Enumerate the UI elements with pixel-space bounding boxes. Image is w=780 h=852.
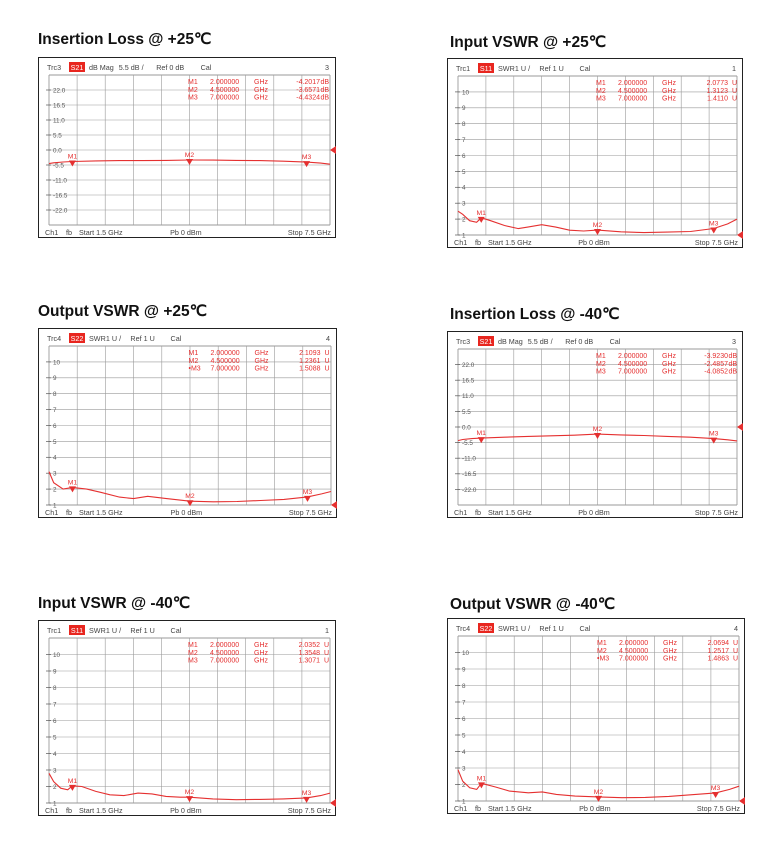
y-tick-label: 16.5: [53, 102, 66, 110]
marker-readout-frequency: 7.000000: [210, 657, 240, 665]
plot-input-vswr-40: [38, 620, 336, 816]
marker-triangle: [710, 227, 717, 233]
footer-channel: Ch1: [454, 804, 468, 813]
plot-output-vswr-40: [447, 618, 745, 814]
header-param: S21: [479, 337, 493, 346]
footer-start: Start 1.5 GHz: [79, 508, 123, 517]
header-scale: 5.5 dB /: [118, 63, 144, 72]
marker-readout-value: 2.0694: [707, 640, 729, 647]
y-tick-label: -22.0: [53, 207, 68, 215]
y-tick-label: 1: [53, 800, 57, 808]
marker-readout-frequency: 7.000000: [618, 95, 648, 103]
y-tick-label: 9: [53, 668, 57, 676]
header-format: SWR: [498, 64, 515, 73]
marker-readout-frequency-unit: GHz: [254, 350, 269, 357]
header-trace: Trc1: [47, 626, 62, 635]
header-scale: 1 U /: [514, 64, 531, 73]
marker-readout-value: 1.3071: [298, 657, 320, 665]
header-cal: Cal: [170, 626, 182, 635]
y-tick-label: 2: [462, 781, 466, 789]
y-tick-label: 6: [53, 717, 57, 725]
y-tick-label: 4: [462, 748, 466, 756]
panel-title-output-vswr-25: Output VSWR @ +25℃: [38, 303, 208, 320]
header-trace: Trc4: [456, 624, 471, 633]
marker-readout-value-unit: U: [323, 657, 329, 665]
header-ref: Ref 0 dB: [156, 63, 185, 72]
marker-readout-value-unit: U: [324, 365, 330, 373]
marker-readout-value: -2.4857: [704, 360, 728, 368]
marker-readout-frequency-unit: GHz: [662, 87, 676, 95]
marker-label: M2: [592, 426, 603, 434]
y-tick-label: 3: [462, 765, 466, 773]
y-tick-label: 22.0: [53, 87, 66, 95]
marker-readout-frequency-unit: GHz: [663, 640, 677, 647]
marker-label: M2: [184, 789, 195, 797]
header-ref: Ref 1 U: [130, 334, 155, 343]
y-tick-label: 3: [462, 200, 466, 208]
marker-readout-value: 2.0773: [706, 80, 728, 87]
marker-readout-name: M2: [188, 649, 198, 657]
marker-readout-value-unit: U: [323, 642, 329, 649]
marker-readout-value: 1.4863: [707, 655, 729, 663]
marker-readout-frequency: 7.000000: [618, 368, 648, 376]
header-channel-number: 3: [325, 63, 329, 72]
marker-readout-name: M2: [596, 87, 606, 95]
marker-readout-name: M3: [188, 94, 198, 102]
footer-fb: fb: [475, 238, 481, 247]
marker-readout-frequency: 4.500000: [618, 360, 648, 368]
y-tick-label: 11.0: [462, 393, 474, 401]
header-param: S22: [70, 334, 84, 343]
marker-readout-frequency-unit: GHz: [254, 365, 269, 373]
marker-readout-name: M2: [597, 647, 607, 655]
y-tick-label: 3: [53, 470, 57, 478]
y-tick-label: 10: [462, 649, 470, 657]
marker-triangle: [186, 159, 193, 165]
marker-label: M1: [67, 153, 78, 161]
marker-label: M3: [709, 430, 719, 438]
header-scale: 1 U /: [105, 334, 122, 343]
y-tick-label: 5: [53, 438, 57, 446]
y-tick-label: 4: [53, 750, 57, 758]
y-tick-label: 5: [53, 734, 57, 742]
marker-readout-value-unit: U: [732, 647, 738, 655]
header-scale: 1 U /: [514, 624, 531, 633]
y-tick-label: 2: [53, 783, 57, 791]
header-cal: Cal: [579, 64, 591, 73]
marker-readout-value: 2.0352: [298, 642, 320, 649]
marker-triangle: [304, 496, 311, 502]
marker-readout-frequency-unit: GHz: [663, 655, 677, 663]
footer-channel: Ch1: [454, 238, 468, 247]
marker-triangle: [594, 229, 601, 235]
y-tick-label: 0.0: [462, 424, 471, 432]
footer-power: Pb 0 dBm: [578, 238, 610, 247]
header-ref: Ref 0 dB: [565, 337, 594, 346]
y-tick-label: 0.0: [53, 147, 62, 155]
footer-start: Start 1.5 GHz: [488, 804, 532, 813]
header-param: S21: [70, 63, 84, 72]
footer-power: Pb 0 dBm: [170, 508, 203, 517]
footer-channel: Ch1: [45, 806, 59, 815]
marker-readout-frequency-unit: GHz: [662, 95, 676, 103]
reference-level-arrow: [737, 423, 743, 431]
header-format: SWR: [89, 334, 106, 343]
header-ref: Ref 1 U: [539, 64, 564, 73]
marker-readout-value-unit: dB: [728, 353, 737, 360]
footer-start: Start 1.5 GHz: [79, 806, 123, 815]
marker-label: M3: [709, 220, 719, 228]
marker-triangle: [69, 160, 76, 166]
marker-readout-value-unit: U: [731, 95, 737, 103]
marker-label: M1: [67, 777, 78, 785]
marker-readout-value: -4.0852: [704, 368, 728, 376]
footer-power: Pb 0 dBm: [170, 228, 202, 237]
marker-readout-frequency: 2.000000: [618, 353, 648, 360]
marker-readout-value-unit: U: [732, 655, 738, 663]
marker-readout-frequency: 4.500000: [210, 357, 240, 365]
header-cal: Cal: [200, 63, 212, 72]
marker-readout-frequency: 4.500000: [210, 649, 240, 657]
marker-readout-value: -3.6571: [296, 86, 320, 94]
header-cal: Cal: [579, 624, 591, 633]
marker-triangle: [712, 792, 719, 798]
marker-readout-name: M1: [188, 350, 199, 357]
y-tick-label: 10: [53, 651, 61, 659]
y-tick-label: 8: [462, 121, 466, 129]
marker-readout-name: M1: [596, 353, 606, 360]
marker-readout-value: 1.2517: [707, 647, 729, 655]
footer-start: Start 1.5 GHz: [488, 508, 532, 517]
y-tick-label: 9: [462, 666, 466, 674]
marker-readout-name: M3: [188, 657, 198, 665]
y-tick-label: 5.5: [53, 132, 62, 140]
marker-readout-value: 1.3123: [706, 87, 728, 95]
header-channel-number: 4: [326, 334, 330, 343]
header-channel-number: 4: [734, 624, 738, 633]
marker-readout-name: •M3: [188, 365, 201, 373]
marker-readout-name: M3: [596, 95, 606, 103]
y-tick-label: 1: [53, 502, 57, 510]
header-param: S11: [479, 64, 493, 73]
marker-readout-frequency: 2.000000: [210, 79, 240, 86]
marker-readout-value-unit: U: [731, 80, 737, 87]
marker-readout-frequency: 7.000000: [210, 365, 240, 373]
y-tick-label: 9: [53, 375, 57, 383]
header-trace: Trc4: [47, 334, 62, 343]
y-tick-label: -22.0: [462, 486, 477, 494]
chart-input-vswr-25: [448, 59, 744, 249]
y-tick-label: 7: [462, 137, 466, 144]
y-tick-label: 3: [53, 767, 57, 775]
header-param: S11: [70, 626, 84, 635]
marker-triangle: [186, 796, 193, 802]
marker-readout-name: M1: [188, 79, 198, 86]
header-ref: Ref 1 U: [539, 624, 564, 633]
y-tick-label: 7: [462, 699, 466, 707]
marker-label: M3: [710, 784, 721, 792]
y-tick-label: 6: [462, 715, 466, 723]
marker-readout-value-unit: U: [323, 649, 329, 657]
y-tick-label: 16.5: [462, 377, 475, 385]
marker-readout-frequency-unit: GHz: [254, 657, 268, 665]
marker-label: M1: [67, 479, 78, 487]
y-tick-label: 8: [53, 684, 57, 692]
header-trace: Trc1: [456, 64, 471, 73]
marker-readout-value-unit: U: [731, 87, 737, 95]
header-scale: 1 U /: [105, 626, 122, 635]
header-ref: Ref 1 U: [130, 626, 155, 635]
y-tick-label: 2: [462, 216, 466, 224]
marker-readout-frequency-unit: GHz: [662, 353, 676, 360]
marker-readout-value-unit: dB: [728, 360, 737, 368]
marker-readout-value-unit: U: [324, 357, 330, 365]
panel-title-output-vswr-40: Output VSWR @ -40℃: [450, 596, 616, 613]
y-tick-label: 8: [462, 682, 466, 690]
marker-readout-frequency-unit: GHz: [254, 79, 268, 86]
y-tick-label: -16.5: [53, 192, 68, 200]
marker-readout-frequency: 2.000000: [619, 640, 649, 647]
marker-label: M1: [476, 209, 486, 217]
marker-readout-name: M1: [188, 642, 198, 649]
marker-readout-name: M3: [596, 368, 606, 376]
y-tick-label: -16.5: [462, 471, 477, 479]
marker-readout-frequency: 2.000000: [210, 350, 240, 357]
header-format: SWR: [89, 626, 106, 635]
y-tick-label: 4: [53, 454, 57, 462]
y-tick-label: -5.5: [53, 162, 64, 170]
header-trace: Trc3: [47, 63, 62, 72]
footer-power: Pb 0 dBm: [170, 806, 202, 815]
header-channel-number: 1: [325, 626, 329, 635]
footer-fb: fb: [66, 508, 72, 517]
marker-label: M2: [185, 493, 195, 501]
header-format: dB Mag: [89, 63, 114, 72]
y-tick-label: 6: [53, 422, 57, 430]
marker-readout-name: M1: [596, 80, 606, 87]
header-param: S22: [479, 624, 493, 633]
footer-fb: fb: [475, 508, 481, 517]
footer-fb: fb: [475, 804, 481, 813]
footer-stop: Stop 7.5 GHz: [287, 806, 331, 815]
marker-readout-frequency: 4.500000: [210, 86, 240, 94]
marker-triangle: [478, 437, 485, 443]
marker-triangle: [303, 797, 310, 803]
marker-readout-frequency: 2.000000: [618, 80, 648, 87]
marker-readout-name: M2: [188, 86, 198, 94]
marker-readout-name: M2: [596, 360, 606, 368]
header-channel-number: 3: [732, 337, 736, 346]
plot-input-vswr-25: [447, 58, 743, 248]
plot-insertion-loss-40: [447, 331, 743, 518]
marker-readout-value-unit: dB: [320, 86, 329, 94]
marker-label: M1: [476, 775, 487, 783]
marker-readout-value-unit: dB: [320, 94, 329, 102]
marker-readout-value-unit: U: [324, 350, 330, 357]
marker-triangle: [594, 433, 601, 439]
y-tick-label: 2: [53, 486, 57, 494]
marker-readout-name: M1: [597, 640, 607, 647]
marker-readout-frequency-unit: GHz: [662, 360, 676, 368]
marker-label: M2: [593, 788, 604, 796]
marker-triangle: [478, 782, 485, 788]
header-format: dB Mag: [498, 337, 523, 346]
header-channel-number: 1: [732, 64, 736, 73]
marker-readout-frequency: 7.000000: [619, 655, 649, 663]
y-tick-label: -5.5: [462, 440, 473, 447]
footer-start: Start 1.5 GHz: [79, 228, 123, 237]
y-tick-label: 1: [462, 798, 466, 806]
footer-stop: Stop 7.5 GHz: [288, 508, 332, 517]
footer-power: Pb 0 dBm: [578, 508, 610, 517]
chart-output-vswr-40: [448, 619, 746, 815]
marker-readout-value-unit: dB: [320, 79, 329, 86]
panel-title-insertion-loss-40: Insertion Loss @ -40℃: [450, 306, 620, 323]
panel-title-input-vswr-25: Input VSWR @ +25℃: [450, 34, 607, 51]
marker-label: M2: [184, 151, 195, 159]
y-tick-label: 10: [53, 359, 61, 367]
footer-channel: Ch1: [454, 508, 468, 517]
chart-insertion-loss-25: [39, 58, 337, 239]
marker-readout-value-unit: dB: [728, 368, 737, 376]
marker-readout-frequency-unit: GHz: [254, 94, 268, 102]
y-tick-label: -11.0: [462, 455, 476, 463]
y-tick-label: 7: [53, 407, 57, 414]
marker-readout-frequency-unit: GHz: [254, 642, 268, 649]
marker-label: M3: [302, 488, 313, 496]
header-cal: Cal: [170, 334, 182, 343]
y-tick-label: 6: [462, 152, 466, 160]
footer-power: Pb 0 dBm: [579, 804, 611, 813]
marker-readout-frequency-unit: GHz: [663, 647, 677, 655]
footer-channel: Ch1: [45, 228, 59, 237]
footer-start: Start 1.5 GHz: [488, 238, 532, 247]
marker-readout-frequency-unit: GHz: [662, 368, 676, 376]
panel-title-insertion-loss-25: Insertion Loss @ +25℃: [38, 31, 212, 48]
marker-triangle: [303, 161, 310, 167]
plot-insertion-loss-25: [38, 57, 336, 238]
marker-readout-value: 1.3548: [298, 649, 320, 657]
reference-level-arrow: [330, 146, 336, 154]
y-tick-label: 10: [462, 89, 470, 97]
marker-label: M3: [301, 789, 312, 797]
footer-stop: Stop 7.5 GHz: [696, 804, 740, 813]
panel-title-input-vswr-40: Input VSWR @ -40℃: [38, 595, 191, 612]
marker-readout-frequency: 4.500000: [618, 87, 648, 95]
chart-input-vswr-40: [39, 621, 337, 817]
y-tick-label: 5.5: [462, 408, 471, 416]
y-tick-label: 8: [53, 391, 57, 399]
y-tick-label: 22.0: [462, 362, 475, 369]
marker-readout-frequency-unit: GHz: [254, 357, 269, 365]
y-tick-label: 1: [462, 232, 466, 240]
footer-stop: Stop 7.5 GHz: [694, 508, 738, 517]
footer-stop: Stop 7.5 GHz: [694, 238, 738, 247]
header-format: SWR: [498, 624, 515, 633]
marker-readout-frequency-unit: GHz: [254, 649, 268, 657]
marker-readout-name: M2: [188, 357, 199, 365]
chart-insertion-loss-40: [448, 332, 744, 519]
y-tick-label: 5: [462, 732, 466, 740]
marker-readout-value: 1.5088: [299, 365, 321, 373]
marker-readout-value: 2.1093: [299, 350, 321, 357]
marker-readout-frequency-unit: GHz: [254, 86, 268, 94]
marker-readout-frequency: 2.000000: [210, 642, 240, 649]
footer-fb: fb: [66, 228, 72, 237]
marker-label: M1: [476, 430, 486, 438]
y-tick-label: 11.0: [53, 117, 65, 125]
marker-label: M3: [301, 154, 312, 162]
marker-label: M2: [592, 222, 603, 230]
y-tick-label: 5: [462, 168, 466, 176]
footer-fb: fb: [66, 806, 72, 815]
marker-readout-frequency-unit: GHz: [662, 80, 676, 87]
header-trace: Trc3: [456, 337, 471, 346]
plot-output-vswr-25: [38, 328, 337, 518]
y-tick-label: 4: [462, 184, 466, 192]
marker-readout-value: 1.4110: [707, 95, 728, 103]
marker-readout-value: -4.4324: [296, 94, 320, 102]
footer-channel: Ch1: [45, 508, 59, 517]
y-tick-label: 7: [53, 701, 57, 709]
footer-stop: Stop 7.5 GHz: [287, 228, 331, 237]
marker-readout-value-unit: U: [732, 640, 738, 647]
marker-readout-frequency: 4.500000: [619, 647, 649, 655]
y-tick-label: -11.0: [53, 177, 67, 185]
marker-readout-name: •M3: [597, 655, 610, 663]
header-scale: 5.5 dB /: [527, 337, 553, 346]
chart-output-vswr-25: [39, 329, 338, 519]
marker-readout-value: -3.9230: [704, 353, 728, 360]
marker-readout-value: 1.2361: [299, 357, 321, 365]
marker-readout-value: -4.2017: [296, 79, 320, 86]
header-cal: Cal: [609, 337, 621, 346]
marker-readout-frequency: 7.000000: [210, 94, 240, 102]
y-tick-label: 9: [462, 105, 466, 113]
